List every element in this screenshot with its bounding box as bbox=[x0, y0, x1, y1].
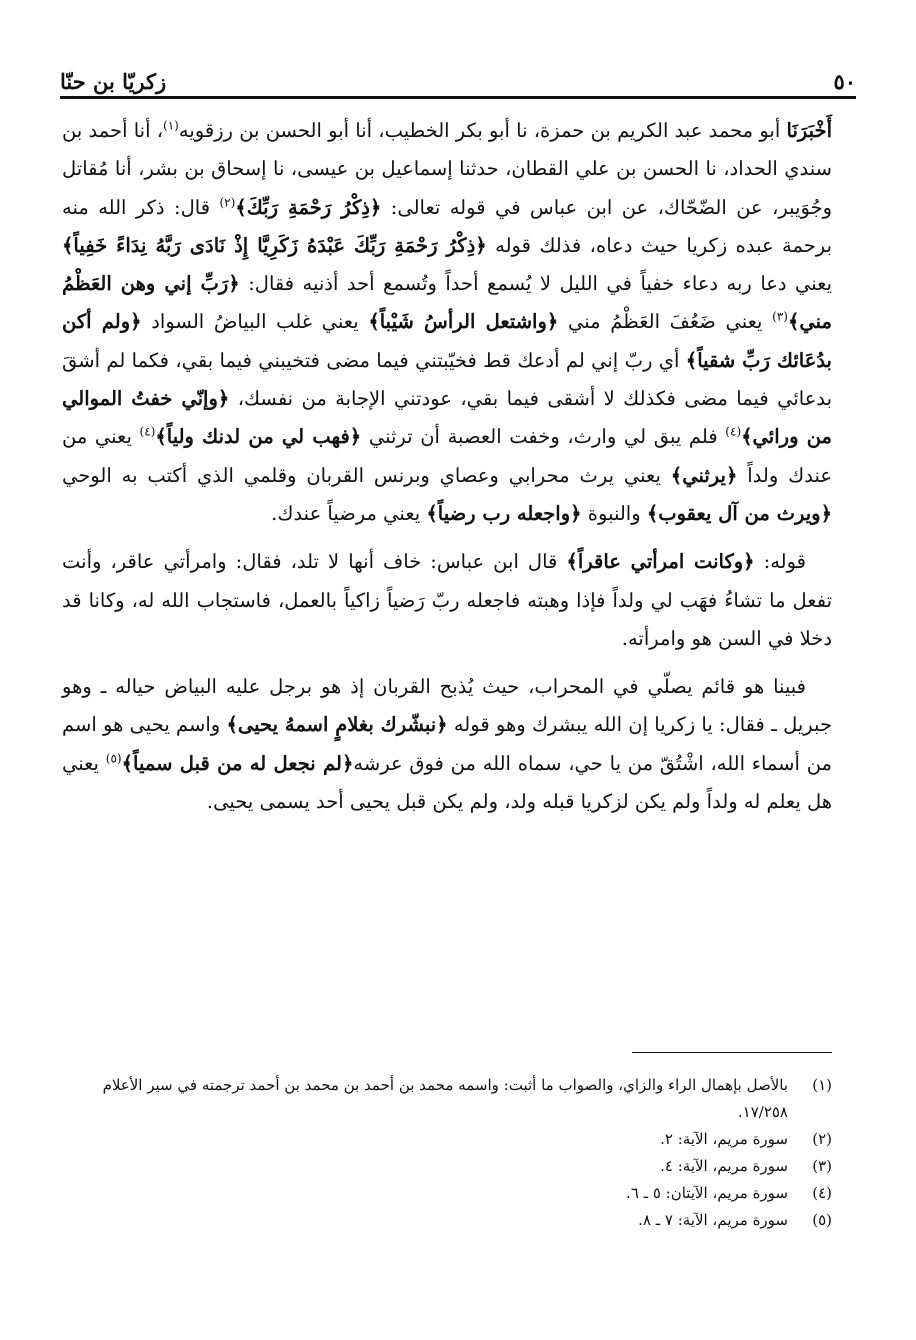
quran-quote: ﴿واجعله رب رضياً﴾ bbox=[426, 501, 582, 525]
footnote-number: (٥) bbox=[812, 1211, 832, 1229]
text-run: يعني مرضياً عندك. bbox=[271, 501, 427, 525]
footnote-text: سورة مريم، الآيتان: ٥ ـ ٦. bbox=[626, 1184, 788, 1202]
footnote-item bbox=[62, 1126, 832, 1153]
quran-quote: ﴿وإنّي خفتُ الموالي من ورائي﴾ bbox=[62, 387, 832, 449]
quran-quote: ﴿ولم أكن بدُعَائك رَبِّ شقياً﴾ bbox=[62, 310, 832, 372]
footnote-number: (٣) bbox=[812, 1157, 832, 1175]
text-run: يعني هل يعلم له ولداً ولم يكن لزكريا قبله ولد، ولم يكن قبل يحيى أحد يسمى يحيى. bbox=[62, 751, 832, 814]
text-run: يعني ضَعُفَ العَظْمُ مني bbox=[558, 310, 773, 334]
footnote-text: سورة مريم، الآية: ٧ ـ ٨. bbox=[638, 1211, 788, 1229]
text-run: أي ربّ إني لم أدعك قط فخيّبتني فيما مضى فتخيبني فيما بقي، فكما لم أشقَ بدعائي فيما مضى فكذلك لا أشقى فيما بقي، عودتني الإجابة من نفسك، bbox=[62, 348, 832, 411]
footnote-text: سورة مريم، الآية: ٢. bbox=[660, 1130, 788, 1148]
text-run: واسم يحيى هو اسم من أسماء الله، اشْتُقّ من يا حي، سماه الله من فوق عرشه bbox=[62, 713, 832, 775]
text-run: قال: ذكر الله منه برحمة عبده زكريا حيث دعاه، فذلك قوله bbox=[62, 195, 832, 257]
footnote-item bbox=[62, 1153, 832, 1180]
text-run: أَخْبَرَنَا bbox=[786, 119, 832, 142]
text-run: فلم يبق لي وارث، وخفت العصبة أن ترثني bbox=[361, 425, 726, 449]
text-run: يعني يرث محرابي وعصاي وبرنس القربان وقلمي الذي أكتب به الوحي bbox=[62, 463, 671, 487]
footnote-number: (٢) bbox=[812, 1130, 832, 1148]
footnote-separator bbox=[632, 1052, 832, 1053]
text-run: قوله: bbox=[754, 550, 806, 574]
footnote-ref: (١) bbox=[163, 118, 179, 133]
quran-quote: ﴿ويرث من آل يعقوب﴾ bbox=[646, 501, 832, 525]
footnote-item bbox=[62, 1072, 832, 1126]
footnote-ref: (٤) bbox=[725, 424, 742, 439]
page-number: ٥٠ bbox=[833, 69, 856, 94]
footnote-ref: (٤) bbox=[139, 424, 156, 439]
text-run: يعني دعا ربه دعاء خفياً في الليل لا يُسمع أحداً وتُسمع أحد أذنيه فقال: bbox=[239, 272, 833, 296]
text-run: يعني من عندك ولداً bbox=[62, 425, 832, 487]
text-run: ، أنا أحمد بن سندي الحداد، نا الحسن بن علي القطان، حدثنا إسماعيل بن عيسى، نا إسحاق بن بشر، أنا مُقاتل وجُوَيبر، عن الضّحّاك، عن ابن عباس في قوله تعالى: bbox=[62, 119, 832, 219]
page-header bbox=[60, 58, 856, 94]
footnote-number: (٤) bbox=[812, 1184, 832, 1202]
footnote-item bbox=[62, 1207, 832, 1234]
quran-quote: ﴿فهب لي من لدنك ولياً﴾ bbox=[155, 425, 362, 449]
quran-quote: ﴿نبشّرك بغلامٍ اسمهُ يحيى﴾ bbox=[226, 713, 448, 737]
footnote-ref: (٣) bbox=[772, 309, 788, 324]
footnote-number: (١) bbox=[812, 1076, 832, 1094]
paragraph-1 bbox=[62, 112, 832, 533]
footnote-text: سورة مريم، الآية: ٤. bbox=[660, 1157, 788, 1175]
paragraph-2 bbox=[62, 543, 832, 658]
main-text bbox=[62, 112, 832, 821]
footnote-text: بالأصل بإهمال الراء والزاي، والصواب ما أثبت: واسمه محمد بن أحمد بن محمد بن أحمد ترجمته في سير الأعلام ١٧/٢٥٨. bbox=[102, 1076, 788, 1121]
running-title: زكريّا بن حنّا bbox=[60, 69, 167, 94]
quran-quote: ﴿يرثني﴾ bbox=[670, 463, 738, 487]
quran-quote: ﴿لم نجعل له من قبل سمياً﴾ bbox=[121, 751, 354, 775]
footnote-ref: (٢) bbox=[219, 195, 236, 210]
text-run: والنبوة bbox=[581, 501, 647, 525]
text-run: قال ابن عباس: خاف أنها لا تلد، فقال: وامرأتي عاقر، وأنت تفعل ما تشاءُ فهَب لي ولداً فإذا وهبته فاجعله ربّ رَضياً زاكياً بالعمل، فاستجاب الله له، وكانا قد دخلا في السن هو وامرأته. bbox=[62, 550, 832, 650]
quran-quote: ﴿رَبِّ إني وهن العَظْمُ مني﴾ bbox=[62, 272, 832, 334]
footnotes bbox=[62, 1072, 832, 1234]
footnote-ref: (٥) bbox=[105, 751, 122, 766]
quran-quote: ﴿ذِكْرُ رَحْمَةِ رَبِّكَ عَبْدَهُ زَكَرِيَّا إِذْ نَادَى رَبَّهُ نِدَاءً خَفِياً﴾ bbox=[62, 233, 487, 257]
quran-quote: ﴿ذِكْرُ رَحْمَةِ رَبِّكَ﴾ bbox=[235, 195, 382, 219]
paragraph-3 bbox=[62, 668, 832, 821]
text-run: فبينا هو قائم يصلّي في المحراب، حيث يُذبح القربان إذ هو برجل عليه البياض حياله ـ وهو جبريل ـ فقال: يا زكريا إن الله يبشرك وهو قوله bbox=[62, 675, 833, 737]
header-rule bbox=[60, 96, 856, 99]
quran-quote: ﴿واشتعل الرأسُ شَيْباً﴾ bbox=[368, 310, 559, 334]
text-run: أبو محمد عبد الكريم بن حمزة، نا أبو بكر الخطيب، أنا أبو الحسن بن رزقويه bbox=[178, 119, 787, 142]
text-run: يعني غلب البياضُ السواد bbox=[141, 310, 369, 334]
footnote-item bbox=[62, 1180, 832, 1207]
quran-quote: ﴿وكانت امرأتي عاقراً﴾ bbox=[566, 550, 755, 574]
